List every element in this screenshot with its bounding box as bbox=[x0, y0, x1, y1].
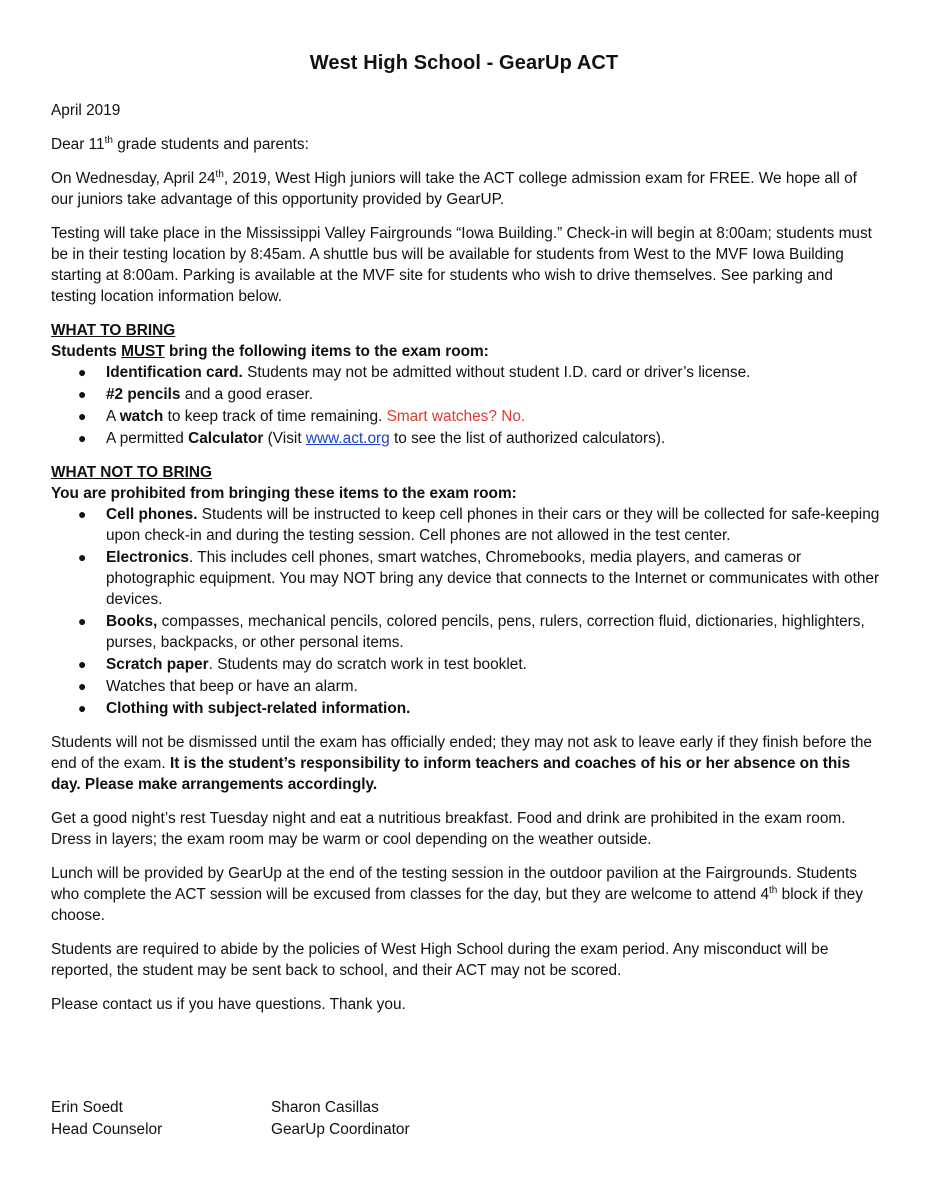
bullet-icon: ● bbox=[78, 613, 87, 629]
intro-sup: th bbox=[215, 169, 224, 180]
item-bold: Cell phones. bbox=[106, 506, 198, 523]
list-item bbox=[51, 504, 881, 546]
letter-date: April 2019 bbox=[51, 102, 121, 119]
smart-watch-warning: Smart watches? No. bbox=[386, 408, 526, 425]
bring-list bbox=[51, 362, 881, 449]
list-item bbox=[51, 654, 881, 675]
item-text: . This includes cell phones, smart watches, Chromebooks, media players, and cameras or photographic equipment. You may NOT bring any device that connects to the Internet or communicates with other devices. bbox=[106, 549, 880, 608]
item-bold: watch bbox=[119, 408, 164, 425]
list-item bbox=[51, 547, 881, 610]
bullet-icon: ● bbox=[78, 408, 87, 424]
policy-paragraph: Students are required to abide by the policies of West High School during the exam period. Any misconduct will be reported, the student may be sent back to school, and their ACT may not be scored. bbox=[51, 941, 829, 979]
item-bold: Clothing with subject-related information. bbox=[106, 700, 411, 717]
item-bold: Electronics bbox=[106, 549, 189, 566]
salutation-text-rest: grade students and parents: bbox=[112, 136, 309, 153]
item-text: (Visit bbox=[263, 430, 306, 447]
rest-paragraph: Get a good night’s rest Tuesday night and eat a nutritious breakfast. Food and drink are prohibited in the exam room. Dress in layers; the exam room may be warm or cool depending on the weather outside. bbox=[51, 810, 846, 848]
list-item bbox=[51, 676, 881, 697]
dismissal-bold-text: It is the student’s responsibility to inform teachers and coaches of his or her absence on this day. Please make arrangements accordingly. bbox=[51, 755, 851, 793]
bring-sub-text-rest: bring the following items to the exam room: bbox=[164, 343, 489, 360]
list-item bbox=[51, 698, 881, 719]
dismissal-text: Students will not be dismissed until the exam has officially ended; they may not ask to leave early if they finish before the end of the exam. bbox=[51, 734, 872, 772]
signature-role: GearUp Coordinator bbox=[271, 1121, 410, 1138]
signature-role: Head Counselor bbox=[51, 1121, 163, 1138]
intro-text: On Wednesday, April 24 bbox=[51, 170, 216, 187]
item-text-pre: A permitted bbox=[106, 430, 189, 447]
item-bold: Calculator bbox=[188, 430, 264, 447]
dismissal-paragraph bbox=[51, 732, 881, 795]
what-to-bring-subheading bbox=[51, 341, 881, 362]
letter-body bbox=[51, 100, 881, 1028]
bullet-icon: ● bbox=[78, 656, 87, 672]
item-text: Watches that beep or have an alarm. bbox=[106, 678, 358, 695]
list-item bbox=[51, 362, 881, 383]
signature-name: Erin Soedt bbox=[51, 1099, 123, 1116]
list-item bbox=[51, 428, 881, 449]
bullet-icon: ● bbox=[78, 364, 87, 380]
item-text: Students may not be admitted without student I.D. card or driver’s license. bbox=[242, 364, 751, 381]
lunch-text-rest: block if they choose. bbox=[51, 886, 863, 924]
bullet-icon: ● bbox=[78, 700, 87, 716]
list-item bbox=[51, 384, 881, 405]
intro-text-rest: , 2019, West High juniors will take the ACT college admission exam for FREE. We hope all of our juniors take advantage of this opportunity provided by GearUP. bbox=[51, 170, 857, 208]
bring-sub-text: Students bbox=[51, 343, 122, 360]
item-bold: Identification card. bbox=[106, 364, 243, 381]
item-text-pre: A bbox=[106, 408, 120, 425]
item-text: . Students may do scratch work in test booklet. bbox=[208, 656, 527, 673]
item-bold: Books, bbox=[106, 613, 158, 630]
signature-name: Sharon Casillas bbox=[271, 1099, 379, 1116]
closing-paragraph: Please contact us if you have questions. Thank you. bbox=[51, 996, 406, 1013]
item-text: compasses, mechanical pencils, colored pencils, pens, rulers, correction fluid, dictionaries, highlighters, purses, backpacks, or other personal items. bbox=[106, 613, 865, 651]
what-to-bring-heading: WHAT TO BRING bbox=[51, 322, 176, 339]
item-text: and a good eraser. bbox=[180, 386, 314, 403]
bring-sub-must: MUST bbox=[121, 343, 165, 360]
bullet-icon: ● bbox=[78, 386, 87, 402]
lunch-text: Lunch will be provided by GearUp at the end of the testing session in the outdoor pavilion at the Fairgrounds. Students who complete the ACT session will be excused from classes for the day, but they are welcome to attend 4 bbox=[51, 865, 857, 903]
location-paragraph: Testing will take place in the Mississippi Valley Fairgrounds “Iowa Building.” Check-in will begin at 8:00am; students must be in their testing location by 8:45am. A shuttle bus will be available for students from West to the MVF Iowa Building starting at 8:00am. Parking is available at the MVF site for students who wish to drive themselves. See parking and testing location information below. bbox=[51, 225, 872, 305]
list-item bbox=[51, 611, 881, 653]
salutation-sup: th bbox=[104, 135, 113, 146]
item-text: to keep track of time remaining. bbox=[163, 408, 387, 425]
what-not-to-bring-heading: WHAT NOT TO BRING bbox=[51, 464, 213, 481]
signature-coordinator bbox=[271, 1097, 410, 1141]
not-bring-list bbox=[51, 504, 881, 719]
item-bold: #2 pencils bbox=[106, 386, 181, 403]
lunch-sup: th bbox=[769, 885, 778, 896]
act-website-link[interactable]: www.act.org bbox=[305, 430, 390, 447]
salutation bbox=[51, 134, 881, 155]
salutation-text: Dear 11 bbox=[51, 136, 105, 153]
list-item bbox=[51, 406, 881, 427]
what-not-to-bring-subheading: You are prohibited from bringing these items to the exam room: bbox=[51, 485, 517, 502]
bullet-icon: ● bbox=[78, 678, 87, 694]
signature-counselor bbox=[51, 1097, 162, 1141]
lunch-paragraph bbox=[51, 863, 881, 926]
intro-paragraph bbox=[51, 168, 881, 210]
page-title: West High School - GearUp ACT bbox=[309, 52, 619, 74]
bullet-icon: ● bbox=[78, 506, 87, 522]
bullet-icon: ● bbox=[78, 549, 87, 565]
item-bold: Scratch paper bbox=[106, 656, 209, 673]
item-text-post: to see the list of authorized calculators). bbox=[389, 430, 666, 447]
item-text: Students will be instructed to keep cell phones in their cars or they will be collected for safe-keeping upon check-in and during the testing session. Cell phones are not allowed in the test center. bbox=[106, 506, 880, 544]
bullet-icon: ● bbox=[78, 430, 87, 446]
